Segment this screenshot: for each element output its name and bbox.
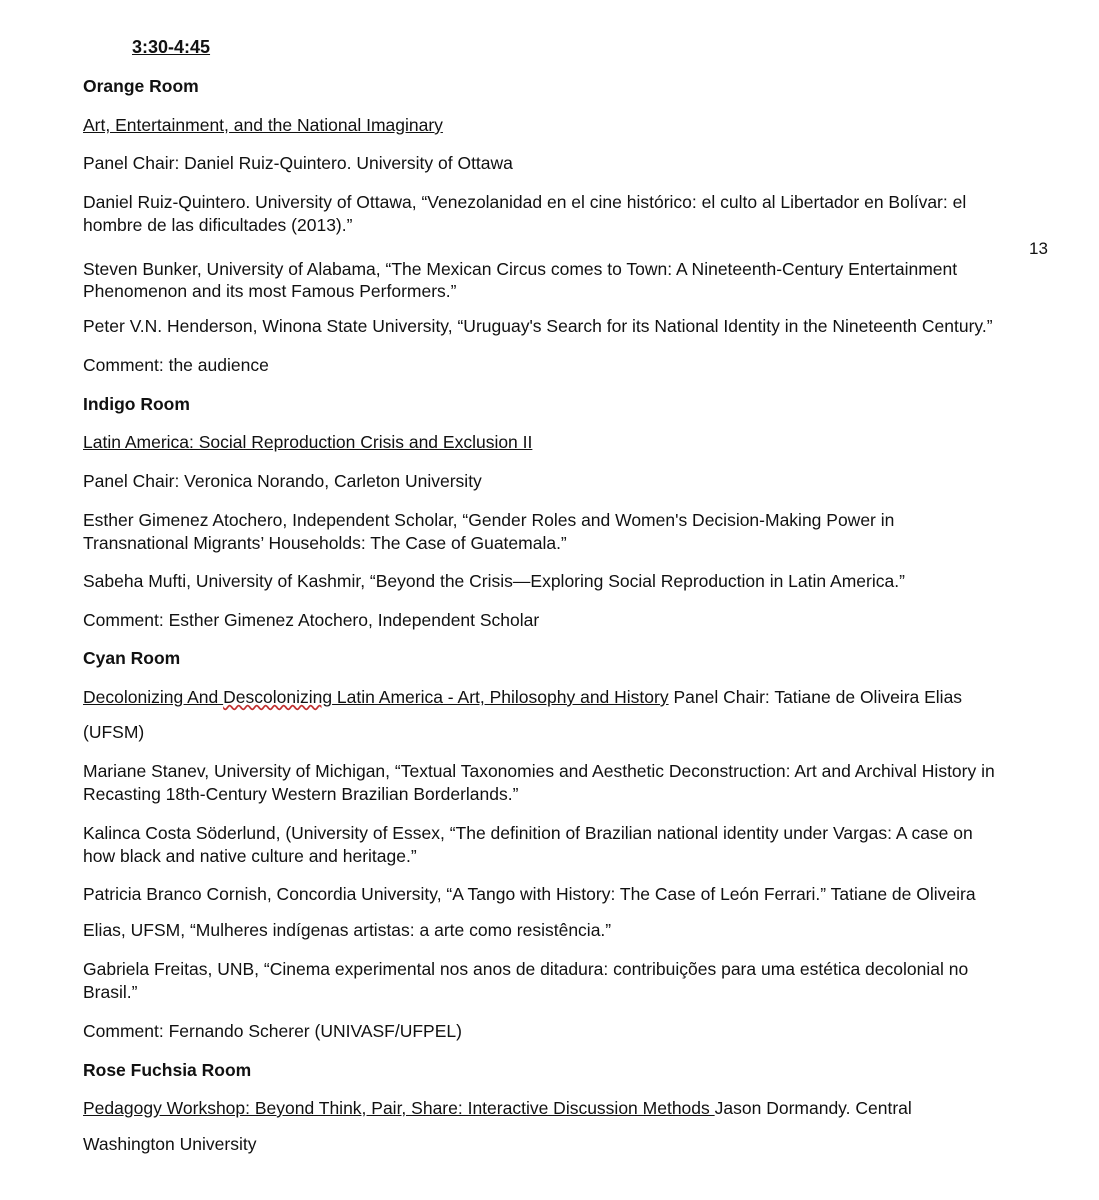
rose-panel-title: Pedagogy Workshop: Beyond Think, Pair, Share: Interactive Discussion Methods — [83, 1098, 715, 1118]
rose-room-heading: Rose Fuchsia Room — [83, 1060, 252, 1080]
orange-comment: Comment: the audience — [83, 355, 269, 375]
page-number: 13 — [1029, 239, 1048, 258]
orange-paper-1-line-2: hombre de las dificultades (2013).” — [83, 215, 353, 235]
cyan-panel-title-part-3: Latin America - Art, Philosophy and History — [332, 687, 669, 707]
cyan-comment: Comment: Fernando Scherer (UNIVASF/UFPEL) — [83, 1021, 462, 1041]
indigo-panel-chair: Panel Chair: Veronica Norando, Carleton University — [83, 471, 482, 491]
rose-presenter-cont: Washington University — [83, 1134, 257, 1154]
orange-paper-2-line-1: Steven Bunker, University of Alabama, “The Mexican Circus comes to Town: A Nineteenth-Century Entertainment — [83, 259, 958, 279]
cyan-panel-title-line — [83, 686, 1059, 708]
cyan-paper-1-line-2: Recasting 18th-Century Western Brazilian Borderlands.” — [83, 784, 519, 804]
time-slot-heading: 3:30-4:45 — [132, 37, 211, 57]
indigo-panel-title: Latin America: Social Reproduction Crisis and Exclusion II — [83, 432, 533, 452]
indigo-room-heading: Indigo Room — [83, 394, 190, 414]
orange-room-heading: Orange Room — [83, 76, 199, 96]
cyan-paper-3-line-2: Elias, UFSM, “Mulheres indígenas artistas: a arte como resistência.” — [83, 920, 612, 940]
orange-panel-chair: Panel Chair: Daniel Ruiz-Quintero. University of Ottawa — [83, 153, 513, 173]
orange-paper-2-line-2: Phenomenon and its most Famous Performers.” — [83, 281, 457, 301]
cyan-paper-3-line-1: Patricia Branco Cornish, Concordia University, “A Tango with History: The Case of León Ferrari.” Tatiane de Oliveira — [83, 884, 976, 904]
cyan-panel-title-misspelled-word: Descolonizing — [223, 687, 333, 707]
orange-paper-1-line-1: Daniel Ruiz-Quintero. University of Ottawa, “Venezolanidad en el cine histórico: el culto al Libertador en Bolívar: el — [83, 192, 967, 212]
orange-paper-3: Peter V.N. Henderson, Winona State University, “Uruguay's Search for its National Identity in the Nineteenth Century.” — [83, 316, 993, 336]
indigo-paper-1-line-2: Transnational Migrants’ Households: The Case of Guatemala.” — [83, 533, 567, 553]
orange-panel-title: Art, Entertainment, and the National Imaginary — [83, 115, 443, 135]
cyan-paper-2-line-2: how black and native culture and heritage.” — [83, 846, 417, 866]
cyan-room-heading: Cyan Room — [83, 648, 181, 668]
indigo-paper-2: Sabeha Mufti, University of Kashmir, “Beyond the Crisis—Exploring Social Reproduction in Latin America.” — [83, 571, 905, 591]
cyan-paper-4-line-2: Brasil.” — [83, 982, 138, 1002]
cyan-panel-chair: Panel Chair: Tatiane de Oliveira Elias — [668, 687, 963, 707]
indigo-comment: Comment: Esther Gimenez Atochero, Independent Scholar — [83, 610, 540, 630]
cyan-panel-title-part-1: Decolonizing And — [83, 687, 224, 707]
rose-presenter: Jason Dormandy. Central — [714, 1098, 912, 1118]
cyan-paper-2-line-1: Kalinca Costa Söderlund, (University of Essex, “The definition of Brazilian national identity under Vargas: A case on — [83, 823, 973, 843]
cyan-paper-4-line-1: Gabriela Freitas, UNB, “Cinema experimental nos anos de ditadura: contribuições para uma estética decolonial no — [83, 959, 969, 979]
indigo-paper-1-line-1: Esther Gimenez Atochero, Independent Scholar, “Gender Roles and Women's Decision-Making Power in — [83, 510, 895, 530]
cyan-paper-1-line-1: Mariane Stanev, University of Michigan, “Textual Taxonomies and Aesthetic Deconstruction: Art and Archival History in — [83, 761, 995, 781]
rose-panel-title-line — [83, 1097, 1059, 1119]
cyan-panel-chair-cont: (UFSM) — [83, 722, 145, 742]
